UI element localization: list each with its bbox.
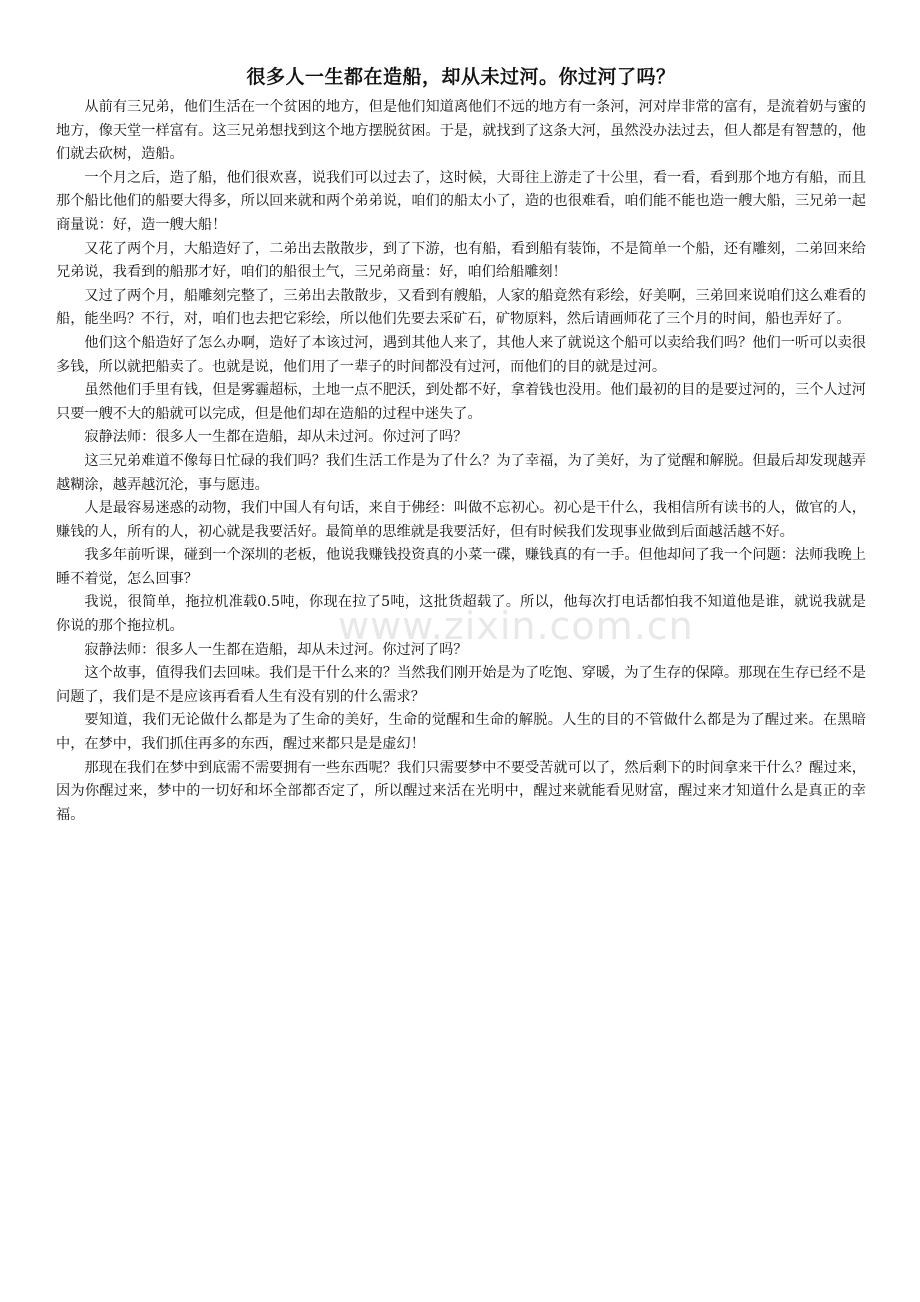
paragraph: 人是最容易迷惑的动物，我们中国人有句话，来自于佛经：叫做不忘初心。初心是干什么，我相信所有读书的人，做官的人，赚钱的人，所有的人，初心就是我要活好。最简单的思维就是我要活好，但有时候我们发现事业做到后面越活越不好。 — [56, 500, 866, 540]
paragraph: 那现在我们在梦中到底需不需要拥有一些东西呢？我们只需要梦中不要受苦就可以了，然后剩下的时间拿来干什么？醒过来，因为你醒过来，梦中的一切好和坏全部都否定了，所以醒过来活在光明中，醒过来就能看见财富，醒过来才知道什么是真正的幸福。 — [56, 759, 866, 823]
paragraph: 这三兄弟难道不像每日忙碌的我们吗？我们生活工作是为了什么？为了幸福，为了美好，为了觉醒和解脱。但最后却发现越弄越糊涂，越弄越沉沦，事与愿违。 — [56, 452, 866, 493]
paragraph: 一个月之后，造了船，他们很欢喜，说我们可以过去了，这时候，大哥往上游走了十公里，看一看，看到那个地方有船，而且那个船比他们的船要大得多，所以回来就和两个弟弟说，咱们的船太小了，造的也很难看，咱们能不能也造一艘大船，三兄弟一起商量说：好，造一艘大船！ — [56, 169, 866, 233]
document-page — [56, 62, 866, 827]
paragraph: 又花了两个月，大船造好了，二弟出去散散步，到了下游，也有船，看到船有装饰，不是简单一个船，还有雕刻，二弟回来给兄弟说，我看到的船那才好，咱们的船很土气，三兄弟商量：好，咱们给船雕刻！ — [56, 240, 866, 281]
paragraph: 寂静法师：很多人一生都在造船，却从未过河。你过河了吗？ — [84, 429, 468, 446]
document-title: 很多人一生都在造船，却从未过河。你过河了吗？ — [246, 66, 676, 88]
paragraph: 我说，很简单，拖拉机准载0.5吨，你现在拉了5吨，这批货超载了。所以，他每次打电话都怕我不知道他是谁，就说我就是你说的那个拖拉机。 — [56, 594, 866, 635]
paragraph: 他们这个船造好了怎么办啊，造好了本该过河，遇到其他人来了，其他人来了就说这个船可以卖给我们吗？他们一听可以卖很多钱，所以就把船卖了。也就是说，他们用了一辈子的时间都没有过河，而他们的目的就是过河。 — [56, 334, 866, 375]
paragraph: 从前有三兄弟，他们生活在一个贫困的地方，但是他们知道离他们不远的地方有一条河，河对岸非常的富有，是流着奶与蜜的地方，像天堂一样富有。这三兄弟想找到这个地方摆脱贫困。于是，就找到了这条大河，虽然没办法过去，但人都是有智慧的，他们就去砍树，造船。 — [56, 99, 866, 163]
paragraph: 寂静法师：很多人一生都在造船，却从未过河。你过河了吗？ — [84, 641, 468, 658]
paragraph: 虽然他们手里有钱，但是雾霾超标，土地一点不肥沃，到处都不好，拿着钱也没用。他们最初的目的是要过河的，三个人过河只要一艘不大的船就可以完成，但是他们却在造船的过程中迷失了。 — [56, 382, 866, 422]
paragraph: 我多年前听课，碰到一个深圳的老板，他说我赚钱投资真的小菜一碟，赚钱真的有一手。但他却问了我一个问题：法师我晚上睡不着觉，怎么回事？ — [56, 547, 866, 587]
paragraph: 又过了两个月，船雕刻完整了，三弟出去散散步，又看到有艘船，人家的船竟然有彩绘，好美啊，三弟回来说咱们这么难看的船，能坐吗？不行，对，咱们也去把它彩绘，所以他们先要去采矿石，矿物原料，然后请画师花了三个月的时间，船也弄好了。 — [56, 287, 866, 328]
watermark-text: www.zixin.com.cn — [338, 604, 694, 648]
paragraph: 这个故事，值得我们去回味。我们是干什么来的？当然我们刚开始是为了吃饱、穿暖，为了生存的保障。那现在生存已经不是问题了，我们是不是应该再看看人生有没有别的什么需求？ — [56, 665, 866, 705]
paragraph: 要知道，我们无论做什么都是为了生命的美好，生命的觉醒和生命的解脱。人生的目的不管做什么都是为了醒过来。在黑暗中，在梦中，我们抓住再多的东西，醒过来都只是是虚幻！ — [56, 712, 866, 753]
document-body — [56, 96, 866, 827]
